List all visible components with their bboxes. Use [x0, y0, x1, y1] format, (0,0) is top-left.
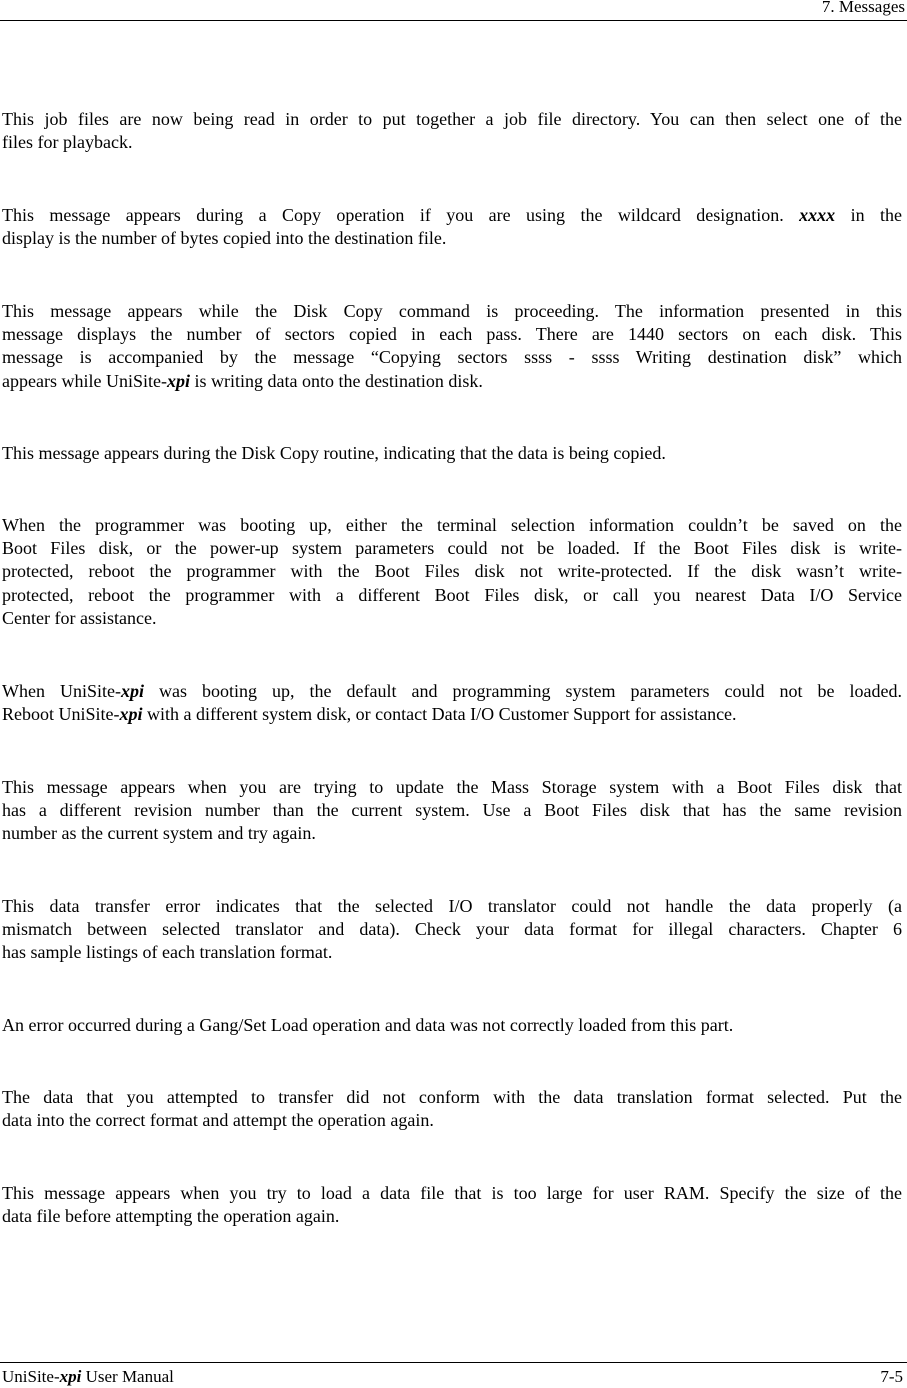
text-line: [2, 822, 902, 845]
text-segment: This message appears while the Disk Copy command is proceeding. The information presented in this: [2, 301, 902, 321]
text-segment: with a different system disk, or contact Data I/O Customer Support for assistance.: [142, 704, 737, 725]
text-line: [2, 227, 902, 250]
text-segment: Reboot UniSite-: [2, 704, 120, 725]
message-description: [2, 895, 902, 965]
text-segment: protected, reboot the programmer with a different Boot Files disk, or call you nearest Data I/O Service: [2, 584, 902, 605]
text-line: [2, 442, 902, 465]
text-segment: This message appears during a Copy operation if you are using the wildcard designation.: [2, 205, 800, 225]
text-segment: protected, reboot the programmer with the Boot Files disk not write-protected. If the disk wasn’t write-: [2, 561, 902, 582]
text-line: [2, 514, 902, 537]
header-rule: [0, 20, 907, 21]
text-segment: Boot Files disk, or the power-up system parameters could not be loaded. If the Boot Files disk is write-: [2, 538, 902, 559]
text-line: [2, 1109, 902, 1132]
footer-rule: [0, 1362, 907, 1363]
text-line: [2, 560, 902, 583]
text-line: [2, 703, 902, 726]
text-line: [2, 584, 902, 607]
text-line: [2, 941, 902, 964]
text-line: [2, 1086, 902, 1109]
text-segment: This message appears when you are trying to update the Mass Storage system with a Boot Files disk that: [2, 777, 902, 797]
emphasis-text: xxxx: [799, 205, 836, 225]
text-line: [2, 799, 902, 822]
message-description: [2, 680, 902, 726]
text-line: [2, 108, 902, 131]
text-segment: data into the correct format and attempt the operation again.: [2, 1110, 434, 1131]
text-segment: When the programmer was booting up, either the terminal selection information couldn’t be saved on the: [2, 515, 902, 535]
message-description: [2, 204, 902, 250]
text-line: [2, 370, 902, 393]
text-segment: message displays the number of sectors copied in each pass. There are 1440 sectors on each disk. This: [2, 324, 902, 345]
text-line: [2, 346, 902, 369]
message-description: [2, 1014, 902, 1037]
text-segment: This job files are now being read in order to put together a job file directory. You can then select one of the: [2, 109, 902, 129]
text-line: [2, 323, 902, 346]
text-segment: was booting up, the default and programming system parameters could not be loaded.: [144, 681, 903, 701]
text-segment: This message appears when you try to load a data file that is too large for user RAM. Specify the size of the: [2, 1183, 902, 1203]
text-segment: mismatch between selected translator and data). Check your data format for illegal characters. Chapter 6: [2, 919, 902, 940]
text-line: [2, 1205, 902, 1228]
text-segment: appears while UniSite-: [2, 370, 167, 391]
message-description: [2, 1086, 902, 1132]
text-line: [2, 131, 902, 154]
text-line: [2, 918, 902, 941]
text-segment: The data that you attempted to transfer did not conform with the data translation format selected. Put the: [2, 1087, 902, 1107]
text-segment: display is the number of bytes copied into the destination file.: [2, 228, 447, 249]
message-description: [2, 442, 902, 465]
text-segment: This data transfer error indicates that the selected I/O translator could not handle the data properly (a: [2, 896, 902, 916]
message-description: [2, 1182, 902, 1228]
page-number: 7-5: [880, 1367, 903, 1386]
text-segment: This message appears during the Disk Copy routine, indicating that the data is being copied.: [2, 443, 666, 463]
text-segment: message is accompanied by the message “Copying sectors ssss - ssss Writing destination disk” which: [2, 347, 902, 368]
running-header: 7. Messages: [821, 0, 905, 16]
footer-title-italic: xpi: [59, 1367, 82, 1386]
text-segment: is writing data onto the destination disk.: [189, 370, 483, 391]
text-segment: in the: [835, 205, 902, 225]
text-segment: files for playback.: [2, 132, 133, 153]
text-segment: number as the current system and try again.: [2, 823, 316, 844]
text-line: [2, 776, 902, 799]
text-line: [2, 204, 902, 227]
footer-title-suffix: User Manual: [81, 1367, 174, 1386]
text-line: [2, 1014, 902, 1037]
message-description: [2, 514, 902, 630]
emphasis-text: xpi: [121, 681, 145, 701]
message-description: [2, 776, 902, 846]
text-line: [2, 1182, 902, 1205]
emphasis-text: xpi: [166, 370, 190, 391]
emphasis-text: xpi: [119, 704, 143, 725]
footer-manual-title: [2, 1367, 174, 1387]
text-segment: has sample listings of each translation format.: [2, 942, 333, 963]
text-segment: has a different revision number than the current system. Use a Boot Files disk that has the same revision: [2, 800, 902, 821]
text-line: [2, 300, 902, 323]
text-segment: When UniSite-: [2, 681, 121, 701]
footer-title-prefix: UniSite-: [2, 1367, 60, 1386]
text-line: [2, 895, 902, 918]
text-segment: Center for assistance.: [2, 607, 157, 628]
message-description: [2, 108, 902, 154]
message-description: [2, 300, 902, 393]
text-segment: data file before attempting the operation again.: [2, 1206, 340, 1227]
text-line: [2, 680, 902, 703]
text-segment: An error occurred during a Gang/Set Load operation and data was not correctly loaded from this part.: [2, 1015, 734, 1035]
text-line: [2, 537, 902, 560]
text-line: [2, 607, 902, 630]
